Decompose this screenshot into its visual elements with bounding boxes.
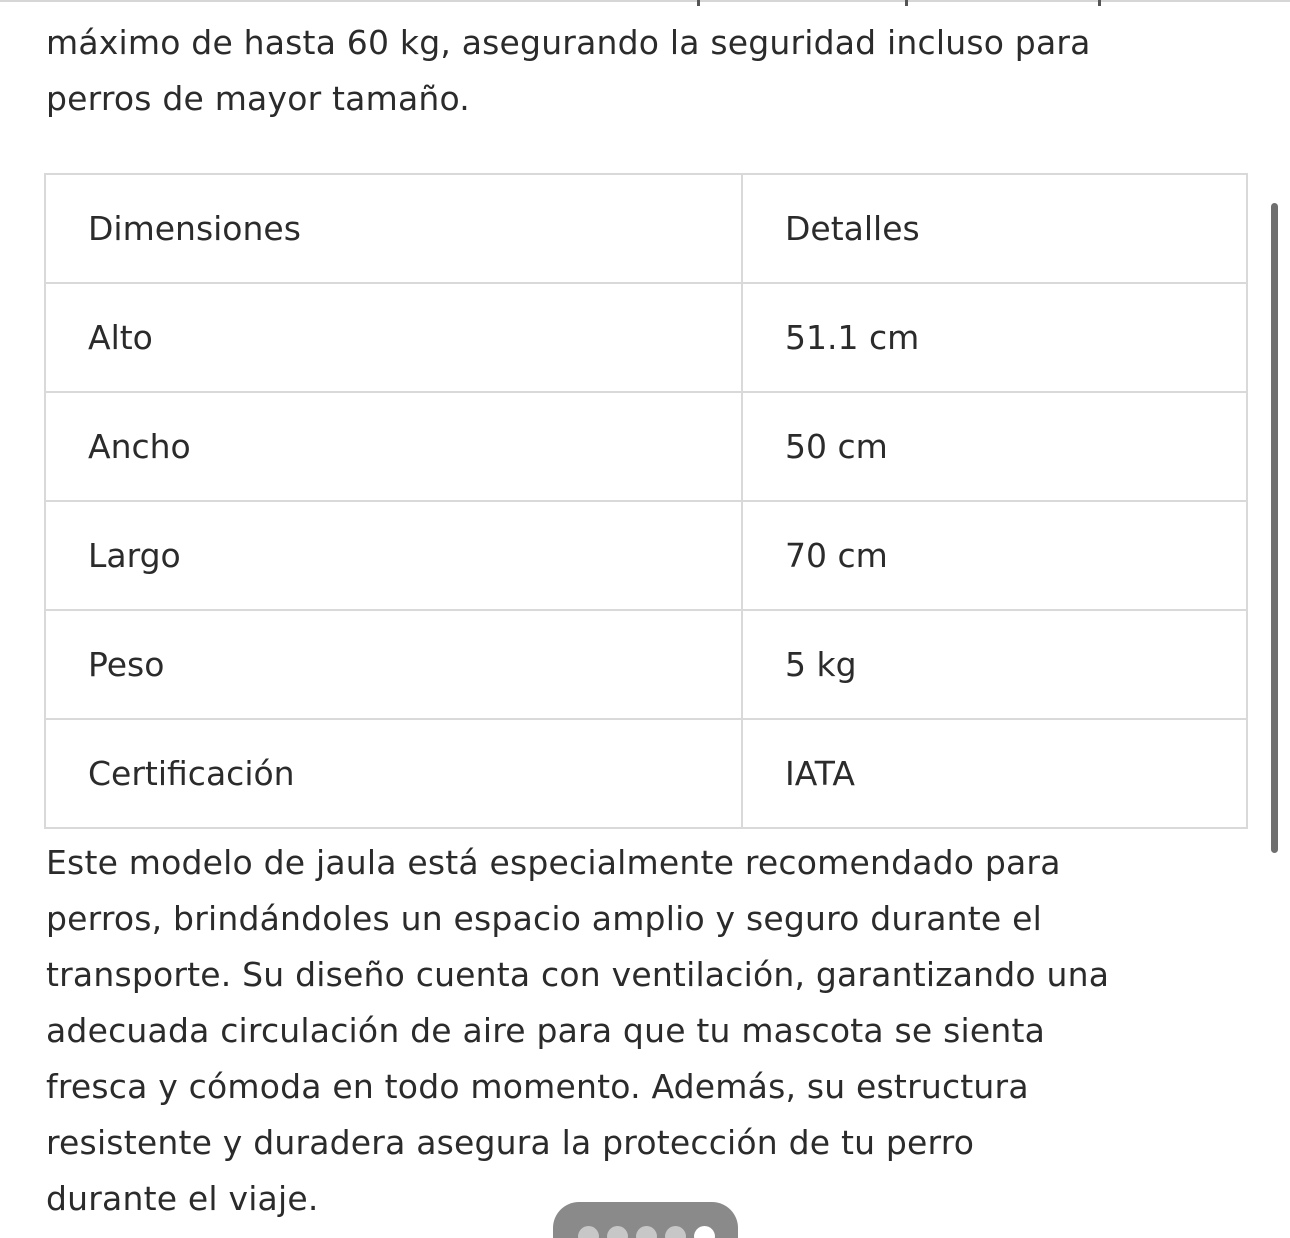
header-dimensiones: Dimensiones [45,174,742,283]
description-line: fresca y cómoda en todo momento. Además, su estructura [46,1067,1029,1106]
row-label: Ancho [45,392,742,501]
specifications-table [44,173,1248,829]
intro-paragraph [46,15,1246,127]
clipped-glyph [697,0,700,6]
page-dot[interactable] [665,1226,686,1238]
page-dot[interactable] [578,1226,599,1238]
description-line: durante el viaje. [46,1179,319,1218]
table-header-row [45,174,1247,283]
table-row [45,719,1247,828]
row-label: Largo [45,501,742,610]
clipped-glyph [905,0,908,6]
row-label: Certificación [45,719,742,828]
row-value: 50 cm [742,392,1247,501]
clipped-glyph [1098,0,1101,6]
row-label: Peso [45,610,742,719]
table-row [45,392,1247,501]
row-value: IATA [742,719,1247,828]
description-line: adecuada circulación de aire para que tu mascota se sienta [46,1011,1046,1050]
header-detalles: Detalles [742,174,1247,283]
table-row [45,283,1247,392]
page-dot[interactable] [694,1226,715,1238]
description-line: transporte. Su diseño cuenta con ventilación, garantizando una [46,955,1110,994]
page-dot[interactable] [607,1226,628,1238]
intro-line: máximo de hasta 60 kg, asegurando la seguridad incluso para [46,23,1091,62]
clipped-text-edge [0,0,1290,6]
row-value: 70 cm [742,501,1247,610]
table-row [45,501,1247,610]
row-value: 51.1 cm [742,283,1247,392]
page-indicator[interactable] [553,1202,738,1238]
row-value: 5 kg [742,610,1247,719]
table-row [45,610,1247,719]
vertical-scrollbar[interactable] [1271,203,1278,853]
page-dot[interactable] [636,1226,657,1238]
description-line: Este modelo de jaula está especialmente recomendado para [46,843,1061,882]
intro-line: perros de mayor tamaño. [46,79,470,118]
description-line: perros, brindándoles un espacio amplio y seguro durante el [46,899,1042,938]
description-line: resistente y duradera asegura la protección de tu perro [46,1123,975,1162]
row-label: Alto [45,283,742,392]
description-paragraph [46,835,1246,1227]
